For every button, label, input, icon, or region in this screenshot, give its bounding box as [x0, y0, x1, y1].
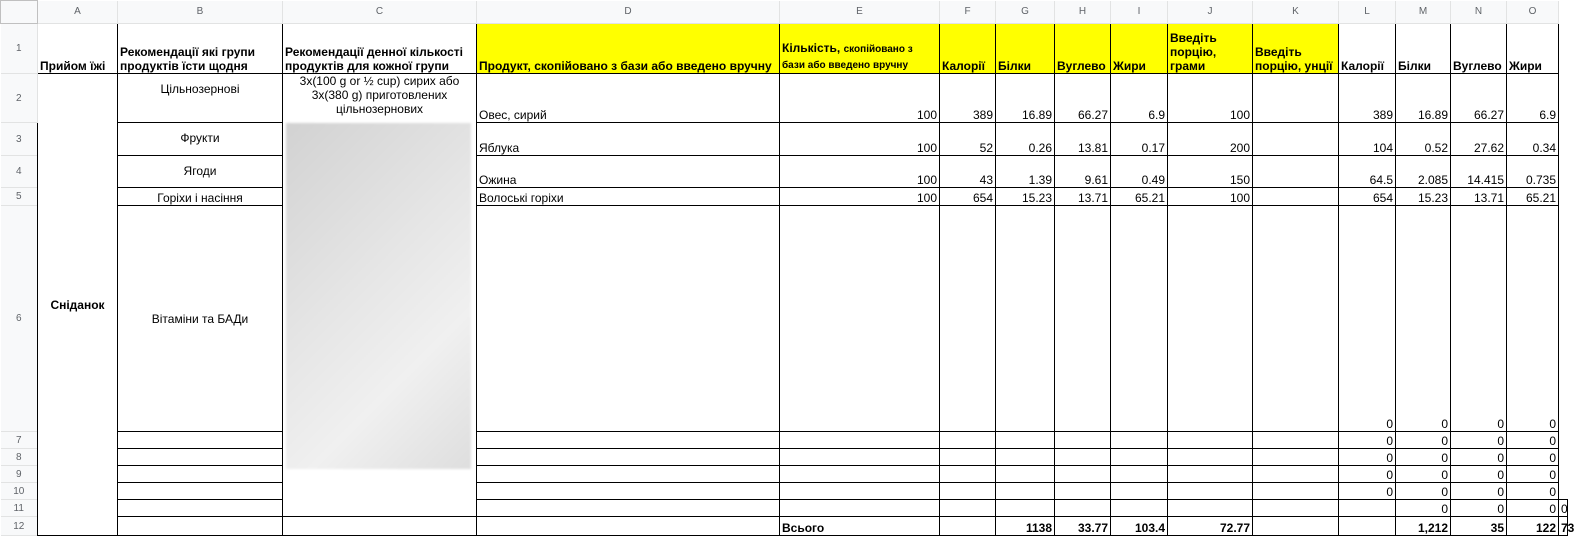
protein-cell[interactable]: [996, 206, 1055, 432]
carbs-cell[interactable]: [1055, 206, 1111, 432]
qty-cell[interactable]: 100: [780, 123, 940, 156]
fat-cell[interactable]: 6.9: [1111, 74, 1168, 123]
row-header-11[interactable]: 11: [1, 500, 38, 517]
total-fat2-cell[interactable]: 73: [1559, 517, 1568, 536]
carbs2-cell[interactable]: 13.71: [1451, 188, 1507, 206]
fat-cell[interactable]: 0.17: [1111, 123, 1168, 156]
qty-cell[interactable]: 100: [780, 188, 940, 206]
fat-cell[interactable]: [1111, 466, 1168, 483]
fat-cell[interactable]: [1168, 500, 1253, 517]
qty-cell[interactable]: 100: [780, 74, 940, 123]
qty-cell[interactable]: [780, 449, 940, 466]
blurred-image-overlay: [286, 123, 471, 469]
column-header-e[interactable]: E: [780, 1, 940, 24]
calories-cell[interactable]: 52: [940, 123, 996, 156]
total-carbs2-cell[interactable]: 122: [1507, 517, 1559, 536]
total-calories2-cell[interactable]: 1,212: [1396, 517, 1451, 536]
fat2-cell[interactable]: 0: [1507, 483, 1559, 500]
group-cell[interactable]: Вітаміни та БАДи: [118, 206, 283, 432]
portion-ounces-cell[interactable]: [1253, 74, 1339, 123]
carbs2-cell[interactable]: 0: [1451, 449, 1507, 466]
row-header-6[interactable]: 6: [1, 206, 38, 432]
fat-cell[interactable]: [1111, 206, 1168, 432]
sheet-row-8: [1, 449, 1568, 466]
product-cell[interactable]: [477, 483, 780, 500]
column-header-b[interactable]: B: [118, 1, 283, 24]
header-fat2-cell[interactable]: Жири: [1507, 24, 1559, 74]
daily-recommendation-text: 3x(100 g or ½ cup) сирих або 3x(380 g) приготовлених цільнозернових: [299, 74, 460, 116]
column-header-o[interactable]: O: [1507, 1, 1559, 24]
carbs-cell[interactable]: [1111, 500, 1168, 517]
column-header-m[interactable]: M: [1396, 1, 1451, 24]
calories2-cell[interactable]: 64.5: [1339, 156, 1396, 188]
carbs-cell[interactable]: 66.27: [1055, 74, 1111, 123]
portion-ounces-cell[interactable]: [1339, 500, 1396, 517]
portion-ounces-cell[interactable]: [1253, 156, 1339, 188]
protein-cell[interactable]: [996, 466, 1055, 483]
protein-cell[interactable]: 0.26: [996, 123, 1055, 156]
calories2-cell[interactable]: 104: [1339, 123, 1396, 156]
product-cell[interactable]: [477, 206, 780, 432]
calories2-cell[interactable]: 0: [1339, 466, 1396, 483]
product-cell[interactable]: [477, 466, 780, 483]
total-protein2-cell[interactable]: 35: [1451, 517, 1507, 536]
fat2-cell[interactable]: 0: [1559, 500, 1568, 517]
fat-cell[interactable]: [1111, 449, 1168, 466]
calories-cell[interactable]: [940, 449, 996, 466]
header-protein2-cell[interactable]: Білки: [1396, 24, 1451, 74]
fat2-cell[interactable]: 65.21: [1507, 188, 1559, 206]
portion-ounces-cell[interactable]: [1253, 188, 1339, 206]
calories-cell[interactable]: [940, 466, 996, 483]
carbs-cell[interactable]: 13.81: [1055, 123, 1111, 156]
header-daily-cell[interactable]: Рекомендації денної кількості продуктів для кожної групи: [283, 24, 477, 74]
column-header-c[interactable]: C: [283, 1, 477, 24]
portion-ounces-cell[interactable]: [1253, 206, 1339, 432]
calories2-cell[interactable]: 0: [1339, 432, 1396, 449]
carbs2-cell[interactable]: 27.62: [1451, 123, 1507, 156]
column-header-k[interactable]: K: [1253, 1, 1339, 24]
total-protein-cell[interactable]: 33.77: [1055, 517, 1111, 536]
portion-grams-cell[interactable]: [1168, 466, 1253, 483]
header-carbs2-cell[interactable]: Вуглево: [1451, 24, 1507, 74]
sheet-row-7: [1, 432, 1568, 449]
qty-cell[interactable]: [780, 483, 940, 500]
qty-cell[interactable]: [780, 466, 940, 483]
row-header-9[interactable]: 9: [1, 466, 38, 483]
sheet-row-3: [1, 123, 1568, 156]
header-protein-cell[interactable]: Білки: [996, 24, 1055, 74]
product-cell[interactable]: Яблука: [477, 123, 780, 156]
qty-cell[interactable]: [780, 206, 940, 432]
header-meal-cell[interactable]: Прийом їжі: [38, 24, 118, 74]
product-cell[interactable]: [477, 432, 780, 449]
protein-cell[interactable]: [996, 483, 1055, 500]
calories2-cell[interactable]: 654: [1339, 188, 1396, 206]
carbs2-cell[interactable]: 0: [1451, 206, 1507, 432]
protein2-cell[interactable]: 16.89: [1396, 74, 1451, 123]
sheet-row-4: [1, 156, 1568, 188]
fat2-cell[interactable]: 6.9: [1507, 74, 1559, 123]
header-qty-note: скопійовано з бази або введено вручну: [782, 44, 913, 71]
column-header-l[interactable]: L: [1339, 1, 1396, 24]
carbs-cell[interactable]: [1055, 466, 1111, 483]
total-empty-e[interactable]: [940, 517, 996, 536]
column-header-row: [1, 1, 1568, 24]
header-fat-cell[interactable]: Жири: [1111, 24, 1168, 74]
column-header-g[interactable]: G: [996, 1, 1055, 24]
portion-grams-cell[interactable]: 200: [1168, 123, 1253, 156]
protein2-cell[interactable]: 0: [1396, 432, 1451, 449]
portion-ounces-cell[interactable]: [1253, 123, 1339, 156]
fat-cell[interactable]: [1111, 483, 1168, 500]
protein2-cell[interactable]: 0: [1451, 500, 1507, 517]
group-cell[interactable]: [118, 449, 283, 466]
fat2-cell[interactable]: 0: [1507, 466, 1559, 483]
header-carbs-cell[interactable]: Вуглево: [1055, 24, 1111, 74]
total-label-cell[interactable]: Всього: [780, 517, 940, 536]
protein-cell[interactable]: 1.39: [996, 156, 1055, 188]
portion-grams-cell[interactable]: 150: [1168, 156, 1253, 188]
total-empty-k[interactable]: [1339, 517, 1396, 536]
sheet-row-11: [1, 500, 1568, 517]
group-cell[interactable]: Фрукти: [118, 123, 283, 156]
portion-grams-cell[interactable]: [1168, 449, 1253, 466]
total-empty-c[interactable]: [477, 517, 780, 536]
protein2-cell[interactable]: 0: [1396, 449, 1451, 466]
carbs-cell[interactable]: 9.61: [1055, 156, 1111, 188]
header-qty-cell[interactable]: [780, 24, 940, 74]
daily-empty-cell[interactable]: [477, 500, 780, 517]
calories2-cell[interactable]: 0: [1396, 500, 1451, 517]
header-groups-cell[interactable]: Рекомендації які групи продуктів їсти щодня: [118, 24, 283, 74]
total-carbs-cell[interactable]: 103.4: [1111, 517, 1168, 536]
row-header-12[interactable]: 12: [1, 517, 38, 536]
group-cell[interactable]: Ягоди: [118, 156, 283, 188]
portion-grams-cell[interactable]: [1253, 500, 1339, 517]
carbs2-cell[interactable]: 0: [1451, 483, 1507, 500]
fat2-cell[interactable]: 0: [1507, 449, 1559, 466]
group-cell[interactable]: Цільнозернові: [118, 74, 283, 123]
qty-cell[interactable]: 100: [780, 156, 940, 188]
carbs2-cell[interactable]: 0: [1451, 432, 1507, 449]
calories2-cell[interactable]: 389: [1339, 74, 1396, 123]
total-empty-b[interactable]: [283, 517, 477, 536]
column-header-f[interactable]: F: [940, 1, 996, 24]
group-cell[interactable]: [118, 500, 283, 517]
group-cell[interactable]: [118, 483, 283, 500]
meal-name-cell[interactable]: Сніданок: [38, 74, 118, 536]
product-cell[interactable]: [780, 500, 940, 517]
portion-ounces-cell[interactable]: [1253, 432, 1339, 449]
group-cell[interactable]: [118, 432, 283, 449]
fat-cell[interactable]: 65.21: [1111, 188, 1168, 206]
product-cell[interactable]: Волоські горіхи: [477, 188, 780, 206]
protein2-cell[interactable]: 0.52: [1396, 123, 1451, 156]
qty-cell[interactable]: [940, 500, 996, 517]
product-cell[interactable]: Ожина: [477, 156, 780, 188]
protein2-cell[interactable]: 0: [1396, 483, 1451, 500]
portion-grams-cell[interactable]: 100: [1168, 74, 1253, 123]
product-cell[interactable]: Овес, сирий: [477, 74, 780, 123]
header-portion-ounces-cell[interactable]: Введіть порцію, унції: [1253, 24, 1339, 74]
calories-cell[interactable]: [940, 206, 996, 432]
carbs2-cell[interactable]: 14.415: [1451, 156, 1507, 188]
row-header-4[interactable]: 4: [1, 156, 38, 188]
protein2-cell[interactable]: 0: [1396, 206, 1451, 432]
calories2-cell[interactable]: 0: [1339, 449, 1396, 466]
carbs2-cell[interactable]: 66.27: [1451, 74, 1507, 123]
row-header-2[interactable]: 2: [1, 74, 38, 123]
portion-grams-cell[interactable]: 100: [1168, 188, 1253, 206]
group-cell[interactable]: Горіхи і насіння: [118, 188, 283, 206]
group-cell[interactable]: [118, 466, 283, 483]
sheet-row-2: [1, 74, 1568, 123]
header-portion-grams-cell[interactable]: Введіть порцію, грами: [1168, 24, 1253, 74]
total-empty-j[interactable]: [1253, 517, 1339, 536]
row-header-3[interactable]: 3: [1, 123, 38, 156]
protein-cell[interactable]: [996, 449, 1055, 466]
carbs-cell[interactable]: 13.71: [1055, 188, 1111, 206]
carbs2-cell[interactable]: 0: [1507, 500, 1559, 517]
sheet-row-9: [1, 466, 1568, 483]
calories-cell[interactable]: 654: [940, 188, 996, 206]
sheet-row-12: [1, 517, 1568, 536]
protein2-cell[interactable]: 2.085: [1396, 156, 1451, 188]
header-calories2-cell[interactable]: Калорії: [1339, 24, 1396, 74]
total-empty-a[interactable]: [118, 517, 283, 536]
sheet-row-5: [1, 188, 1568, 206]
column-header-h[interactable]: H: [1055, 1, 1111, 24]
protein2-cell[interactable]: 0: [1396, 466, 1451, 483]
calories2-cell[interactable]: 0: [1339, 206, 1396, 432]
calories-cell[interactable]: [940, 432, 996, 449]
qty-cell[interactable]: [780, 432, 940, 449]
column-header-j[interactable]: J: [1168, 1, 1253, 24]
header-qty-label: Кількість,: [782, 41, 841, 55]
portion-ounces-cell[interactable]: [1253, 483, 1339, 500]
calories-cell[interactable]: [940, 483, 996, 500]
protein-cell[interactable]: [996, 432, 1055, 449]
header-product-cell[interactable]: Продукт, скопійовано з бази або введено вручну: [477, 24, 780, 74]
column-header-n[interactable]: N: [1451, 1, 1507, 24]
portion-ounces-cell[interactable]: [1253, 466, 1339, 483]
carbs-cell[interactable]: [1055, 432, 1111, 449]
total-calories-cell[interactable]: 1138: [996, 517, 1055, 536]
protein2-cell[interactable]: 15.23: [1396, 188, 1451, 206]
product-cell[interactable]: [477, 449, 780, 466]
fat2-cell[interactable]: 0.34: [1507, 123, 1559, 156]
calories-cell[interactable]: 389: [940, 74, 996, 123]
carbs-cell[interactable]: [1055, 449, 1111, 466]
portion-ounces-cell[interactable]: [1253, 449, 1339, 466]
calories-cell[interactable]: [996, 500, 1055, 517]
portion-grams-cell[interactable]: [1168, 432, 1253, 449]
fat2-cell[interactable]: 0: [1507, 432, 1559, 449]
calories2-cell[interactable]: 0: [1339, 483, 1396, 500]
carbs2-cell[interactable]: 0: [1451, 466, 1507, 483]
select-all-corner[interactable]: [1, 1, 38, 24]
fat2-cell[interactable]: 0.735: [1507, 156, 1559, 188]
sheet-row-10: [1, 483, 1568, 500]
row-header-5[interactable]: 5: [1, 188, 38, 206]
portion-grams-cell[interactable]: [1168, 483, 1253, 500]
carbs-cell[interactable]: [1055, 483, 1111, 500]
row-header-10[interactable]: 10: [1, 483, 38, 500]
sheet-row-1: [1, 24, 1568, 74]
column-header-i[interactable]: I: [1111, 1, 1168, 24]
fat-cell[interactable]: [1111, 432, 1168, 449]
row-header-8[interactable]: 8: [1, 449, 38, 466]
protein-cell[interactable]: 15.23: [996, 188, 1055, 206]
row-header-1[interactable]: 1: [1, 24, 38, 74]
protein-cell[interactable]: [1055, 500, 1111, 517]
protein-cell[interactable]: 16.89: [996, 74, 1055, 123]
fat-cell[interactable]: 0.49: [1111, 156, 1168, 188]
column-header-d[interactable]: D: [477, 1, 780, 24]
header-calories-cell[interactable]: Калорії: [940, 24, 996, 74]
total-fat-cell[interactable]: 72.77: [1168, 517, 1253, 536]
row-header-7[interactable]: 7: [1, 432, 38, 449]
fat2-cell[interactable]: 0: [1507, 206, 1559, 432]
column-header-a[interactable]: A: [38, 1, 118, 24]
calories-cell[interactable]: 43: [940, 156, 996, 188]
sheet-row-6: [1, 206, 1568, 432]
portion-grams-cell[interactable]: [1168, 206, 1253, 432]
